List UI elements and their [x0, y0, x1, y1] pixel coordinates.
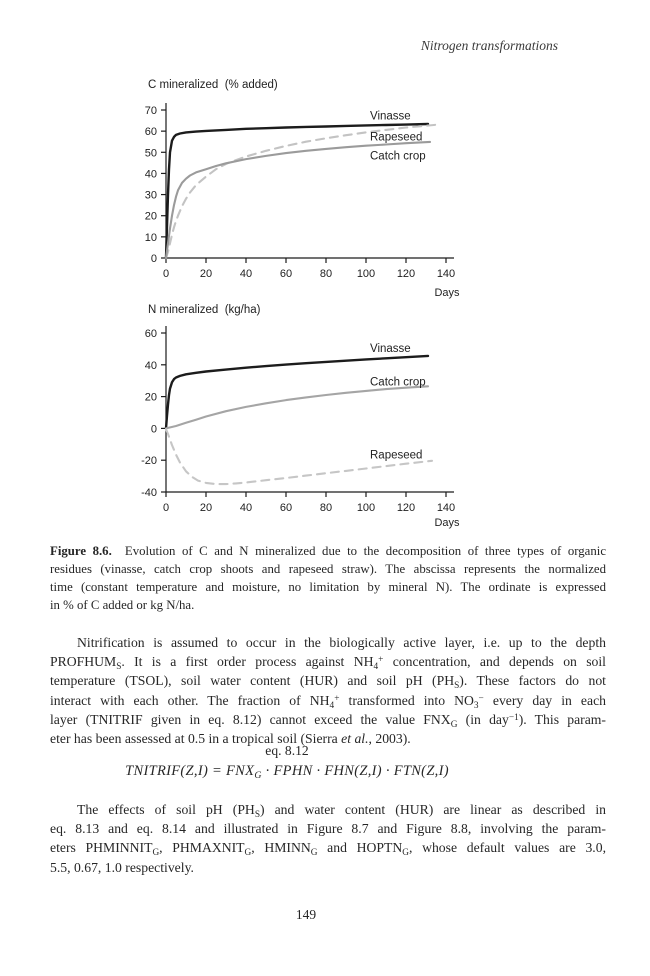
x-tick-label: 140	[436, 268, 456, 280]
text-line: Figure 8.6. Evolution of C and N mineralized due to the decomposition of three types of organic	[50, 544, 606, 558]
x-tick-label: 60	[279, 502, 293, 514]
x-tick-label: 0	[162, 268, 170, 280]
axes	[166, 326, 454, 492]
text-line: 5.5, 0.67, 1.0 respectively.	[50, 859, 194, 875]
text-line: The effects of soil pH $(PH_S)$ and water content (HUR) are linear as described in	[77, 802, 606, 820]
text-line: eters $PHMINNIT_G$, $PHMAXNIT_G$, $HMINN_G$ and $HOPTN_G$, whose default values are 3.0,	[50, 840, 606, 859]
y-tick-label: 50	[144, 147, 157, 160]
x-axis-label: Days	[434, 517, 460, 529]
x-tick-label: 80	[319, 502, 333, 514]
y-tick-label: 0	[150, 253, 157, 265]
running-header: Nitrogen transformations	[420, 38, 558, 53]
x-tick-label: 20	[199, 502, 213, 514]
series-label-rapeseed: Rapeseed	[370, 131, 423, 144]
series-label-rapeseed: Rapeseed	[370, 449, 423, 462]
x-tick-label: 100	[356, 502, 376, 514]
y-tick-label: -40	[141, 487, 157, 499]
paragraph-nitrification	[50, 633, 606, 748]
chart-n-mineralized	[130, 300, 620, 540]
chart-c-mineralized	[130, 72, 620, 304]
y-tick-label: 60	[144, 328, 157, 340]
figure-caption	[50, 542, 606, 614]
series-catch-crop	[166, 386, 428, 428]
x-tick-label: 140	[436, 502, 456, 514]
y-tick-label: 0	[150, 423, 157, 436]
x-tick-label: 0	[162, 502, 170, 514]
text-line: eq. 8.13 and eq. 8.14 and illustrated in Figure 8.7 and Figure 8.8, involving the param-	[50, 821, 606, 837]
text-line: eter has been assessed at 0.5 in a tropical soil (Sierra et al., 2003).	[50, 731, 411, 747]
text-line: layer (TNITRIF given in eq. 8.12) cannot exceed the value $FNX_G$ (in day$^{-1}$). This param-	[50, 711, 606, 730]
text-line: interact with each other. The fraction of $NH_4^+$ transformed into $NO_3^-$ every day in each	[50, 692, 606, 711]
x-tick-label: 20	[199, 268, 213, 280]
text-line: $PROFHUM_S$. It is a first order process against $NH_4^+$ concentration, and depends on soil	[50, 654, 606, 672]
x-tick-label: 40	[239, 502, 253, 514]
x-tick-label: 120	[396, 502, 416, 514]
series-label-vinasse: Vinasse	[370, 343, 411, 356]
y-tick-label: 60	[144, 126, 157, 139]
y-tick-label: 20	[144, 210, 157, 223]
y-tick-label: -20	[141, 455, 157, 468]
x-tick-label: 60	[279, 268, 293, 280]
x-axis-label: Days	[434, 287, 460, 299]
page-number: 149	[295, 907, 317, 922]
x-tick-label: 40	[239, 268, 253, 280]
series-label-vinasse: Vinasse	[370, 110, 411, 123]
y-tick-label: 10	[144, 231, 157, 244]
equation-formula: TNITRIF(Z,I) = $FNX_G$ · FPHN · FHN(Z,I) · FTN(Z,I)	[125, 763, 449, 781]
paragraph-ph-effects	[50, 800, 606, 877]
y-tick-label: 20	[144, 391, 157, 404]
x-tick-label: 80	[319, 268, 333, 280]
x-tick-label: 100	[356, 268, 376, 280]
text-line: temperature (TSOL), soil water content (HUR) and soil pH $(PH_S)$. These factors do not	[50, 673, 606, 692]
y-tick-label: 70	[144, 105, 157, 117]
chart-title: N mineralized (kg/ha)	[148, 304, 261, 316]
series-label-catch-crop: Catch crop	[370, 376, 426, 389]
y-tick-label: 30	[144, 189, 157, 202]
text-line: Nitrification is assumed to occur in the biologically active layer, i.e. up to the depth	[77, 635, 606, 650]
x-tick-label: 120	[396, 268, 416, 280]
y-tick-label: 40	[144, 359, 157, 372]
text-line: in % of C added or kg N/ha.	[50, 598, 195, 612]
chart-title: C mineralized (% added)	[148, 79, 278, 91]
text-line: residues (vinasse, catch crop shoots and rapeseed straw). The abscissa represents the normalized	[50, 562, 606, 576]
equation-label: eq. 8.12	[265, 743, 309, 758]
series-label-catch-crop: Catch crop	[370, 150, 426, 163]
y-tick-label: 40	[144, 168, 157, 181]
text-line: time (constant temperature and moisture, no limitation by mineral N). The ordinate is expressed	[50, 580, 606, 594]
